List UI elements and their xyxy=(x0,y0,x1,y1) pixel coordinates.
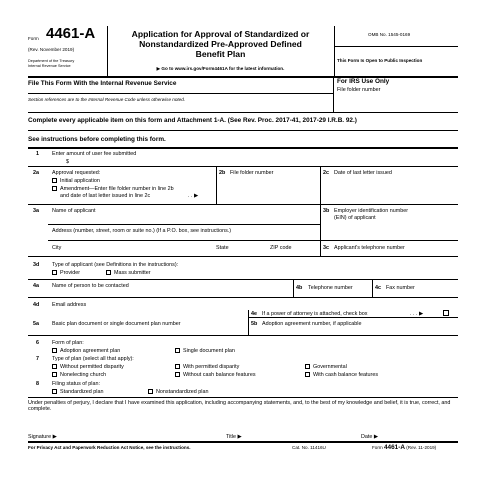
file-folder-number-field[interactable] xyxy=(218,178,318,202)
user-fee-field[interactable] xyxy=(72,157,162,165)
adoption-agreement-plan-checkbox[interactable] xyxy=(52,348,57,353)
nonelecting-church-label: Nonelecting church xyxy=(60,372,107,378)
line-3d-number: 3d xyxy=(33,262,40,268)
line-4b-label: Telephone number xyxy=(308,285,353,291)
nonstandardized-plan-checkbox[interactable] xyxy=(148,389,153,394)
without-permitted-disparity-label: Without permitted disparity xyxy=(60,364,124,370)
provider-label: Provider xyxy=(60,270,81,276)
with-permitted-disparity-checkbox[interactable] xyxy=(175,364,180,369)
file-with-irs: File This Form With the Internal Revenue Service xyxy=(28,80,177,87)
agency: Internal Revenue Service xyxy=(28,63,71,68)
form-title-line2: Nonstandardized Pre-Approved Defined xyxy=(139,39,302,49)
footer-revision: (Rev. 11-2019) xyxy=(406,445,437,450)
provider-checkbox[interactable] xyxy=(52,270,57,275)
mass-submitter-label: Mass submitter xyxy=(114,270,151,276)
single-document-plan-option[interactable] xyxy=(175,348,235,354)
see-instructions: See instructions before completing this form. xyxy=(28,136,166,143)
governmental-checkbox[interactable] xyxy=(305,364,310,369)
line-4e-label: If a power of attorney is attached, check box xyxy=(262,311,368,317)
line-4d-number: 4d xyxy=(33,302,40,308)
zip-label: ZIP code xyxy=(270,245,292,251)
last-letter-date-field[interactable] xyxy=(322,178,456,202)
line-1-dollar: $ xyxy=(66,159,69,165)
amendment-label: Amendment—Enter file folder number in line 2b xyxy=(60,186,174,192)
address-field[interactable] xyxy=(50,235,318,239)
nonelecting-church-checkbox[interactable] xyxy=(52,372,57,377)
standardized-plan-option[interactable] xyxy=(52,389,103,395)
line-3c-number: 3c xyxy=(323,245,329,251)
line-4b-number: 4b xyxy=(296,285,303,291)
single-document-plan-checkbox[interactable] xyxy=(175,348,180,353)
amendment-option[interactable] xyxy=(52,186,174,192)
amendment-label-continued: and date of last letter issued in line 2c xyxy=(60,193,151,199)
privacy-act-notice: For Privacy Act and Paperwork Reduction Act Notice, see the instructions. xyxy=(28,445,191,450)
line-2b-label: File folder number xyxy=(230,170,274,176)
line-4a-number: 4a xyxy=(33,283,39,289)
state-label: State xyxy=(216,245,229,251)
form-title-line3: Benefit Plan xyxy=(195,49,246,59)
line-5a-label: Basic plan document or single document plan number xyxy=(52,321,181,327)
without-cash-balance-label: Without cash balance features xyxy=(183,372,256,378)
revision-date: (Rev. November 2019) xyxy=(28,47,75,52)
adoption-agreement-plan-label: Adoption agreement plan xyxy=(60,348,121,354)
department: Department of the Treasury xyxy=(28,59,75,63)
line-8-label: Filing status of plan: xyxy=(52,381,100,387)
signature-label: Signature ▶ xyxy=(28,434,57,440)
mass-submitter-option[interactable] xyxy=(106,270,151,276)
line-3b-label: Employer identification number xyxy=(334,208,409,214)
power-of-attorney-checkbox[interactable] xyxy=(443,310,449,316)
line-2b-number: 2b xyxy=(219,170,226,176)
date-field[interactable] xyxy=(384,432,456,440)
line-2a-number: 2a xyxy=(33,170,39,176)
initial-application-checkbox[interactable] xyxy=(52,178,57,183)
line-6-label: Form of plan: xyxy=(52,340,84,346)
perjury-statement: Under penalties of perjury, I declare that I have examined this application, including accompanying statements, and, to the best of my knowledge and belief, it is true, correct, and complete. xyxy=(28,400,451,413)
standardized-plan-label: Standardized plan xyxy=(60,389,104,395)
goto-link[interactable]: ▶ Go to www.irs.gov/Form4461A for the latest information. xyxy=(156,66,285,71)
line-6-number: 6 xyxy=(36,340,39,346)
line-2c-number: 2c xyxy=(323,170,329,176)
with-cash-balance-label: With cash balance features xyxy=(313,372,379,378)
line-5a-number: 5a xyxy=(33,321,39,327)
signature-field[interactable] xyxy=(64,432,224,440)
adoption-agreement-number-field[interactable] xyxy=(250,328,456,334)
governmental-option[interactable] xyxy=(305,364,347,370)
ein-field[interactable] xyxy=(322,222,456,236)
complete-instructions: Complete every applicable item on this form and Attachment 1-A. (See Rev. Proc. 2017-41, 2017-29 I.R.B. 92.) xyxy=(28,117,357,124)
governmental-label: Governmental xyxy=(313,364,347,370)
standardized-plan-checkbox[interactable] xyxy=(52,389,57,394)
mass-submitter-checkbox[interactable] xyxy=(106,270,111,275)
line-3a-number: 3a xyxy=(33,208,39,214)
contact-name-field[interactable] xyxy=(50,290,290,297)
catalog-number: Cat. No. 11416U xyxy=(292,445,326,450)
form-number: 4461-A xyxy=(46,25,96,42)
line-3a-label: Name of applicant xyxy=(52,208,96,214)
address-label: Address (number, street, room or suite no.) (If a P.O. box, see instructions.) xyxy=(52,228,232,234)
form-title-line1: Application for Approval of Standardized or xyxy=(131,29,310,39)
line-4e-number: 4e xyxy=(251,311,257,317)
with-permitted-disparity-label: With permitted disparity xyxy=(183,364,240,370)
omb-number: OMB No. 1545-0169 xyxy=(368,32,411,37)
line-3d-label: Type of applicant (see Definitions in the instructions): xyxy=(52,262,179,268)
line-5b-number: 5b xyxy=(251,321,258,327)
footer-form-number: 4461-A xyxy=(384,444,405,451)
line-3c-label: Applicant's telephone number xyxy=(334,245,405,251)
nonstandardized-plan-label: Nonstandardized plan xyxy=(156,389,209,395)
without-cash-balance-checkbox[interactable] xyxy=(175,372,180,377)
nonstandardized-plan-option[interactable] xyxy=(148,389,208,395)
line-2c-label: Date of last letter issued xyxy=(334,170,392,176)
irs-file-folder-label: File folder number xyxy=(337,87,381,93)
line-5b-label: Adoption agreement number, if applicable xyxy=(262,321,362,327)
single-document-plan-label: Single document plan xyxy=(183,348,235,354)
line-3b-number: 3b xyxy=(323,208,330,214)
line-7-label: Type of plan (select all that apply): xyxy=(52,356,134,362)
form-label: Form xyxy=(28,36,39,41)
nonelecting-church-option[interactable] xyxy=(52,372,106,378)
line-4d-label: Email address xyxy=(52,302,87,308)
initial-application-label: Initial application xyxy=(60,178,100,184)
line-2a-label: Approval requested: xyxy=(52,170,101,176)
line-4a-label: Name of person to be contacted xyxy=(52,283,129,289)
line-2a-leader: . . ▶ xyxy=(188,193,199,199)
city-label: City xyxy=(52,245,62,251)
with-cash-balance-checkbox[interactable] xyxy=(305,372,310,377)
email-field[interactable] xyxy=(50,309,246,316)
initial-application-option[interactable] xyxy=(52,178,100,184)
provider-option[interactable] xyxy=(52,270,80,276)
adoption-agreement-plan-option[interactable] xyxy=(52,348,120,354)
footer-form-id xyxy=(372,445,436,450)
section-references: Section references are to the Internal Revenue Code unless otherwise noted. xyxy=(28,97,186,102)
without-permitted-disparity-checkbox[interactable] xyxy=(52,364,57,369)
line-1-label: Enter amount of user fee submitted xyxy=(52,151,137,157)
public-inspection-note: This Form Is Open to Public Inspection xyxy=(337,58,423,63)
irs-use-only: For IRS Use Only xyxy=(337,78,390,85)
line-7-number: 7 xyxy=(36,356,39,362)
line-4e-leader: . . . ▶ xyxy=(410,311,424,317)
line-1-number: 1 xyxy=(36,151,39,157)
amendment-checkbox[interactable] xyxy=(52,186,57,191)
line-3b-label-continued: (EIN) of applicant xyxy=(334,215,376,221)
title-label: Title ▶ xyxy=(226,434,242,440)
without-cash-balance-option[interactable] xyxy=(175,372,256,378)
with-permitted-disparity-option[interactable] xyxy=(175,364,239,370)
line-4c-number: 4c xyxy=(375,285,381,291)
line-4c-label: Fax number xyxy=(386,285,415,291)
without-permitted-disparity-option[interactable] xyxy=(52,364,124,370)
plan-document-number-field[interactable] xyxy=(50,328,246,334)
footer-form-word: Form xyxy=(372,445,383,450)
date-label: Date ▶ xyxy=(361,434,379,440)
title-field[interactable] xyxy=(250,432,358,440)
with-cash-balance-option[interactable] xyxy=(305,372,378,378)
line-8-number: 8 xyxy=(36,381,39,387)
